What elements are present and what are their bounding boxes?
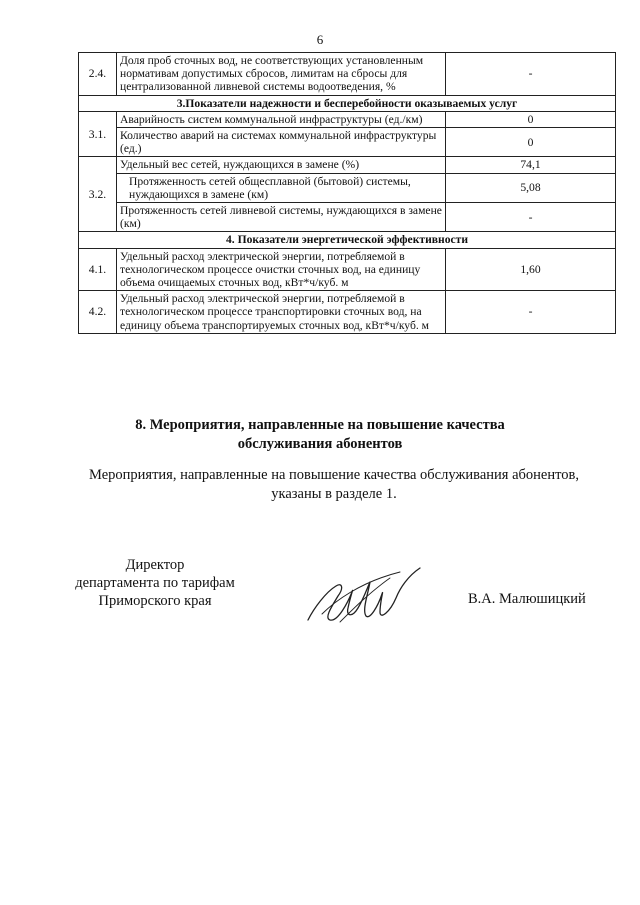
section-row [79,95,616,111]
section-row [79,232,616,248]
signatory-title-line: Директор [125,557,185,573]
table-row [79,248,616,291]
row-value: - [446,203,616,232]
row-number: 4.1. [79,248,117,291]
section-8-paragraph [60,466,608,504]
paragraph-line: указаны в разделе 1. [271,486,397,502]
section-title: 4. Показатели энергетической эффективности [79,232,616,248]
row-text: Протяженность сетей общесплавной (бытовой) системы, нуждающихся в замене (км) [117,173,446,202]
row-value: 1,60 [446,248,616,291]
row-value: - [446,53,616,96]
section-8-heading-line: 8. Мероприятия, направленные на повышение качества [135,417,505,433]
row-text: Количество аварий на системах коммунальной инфраструктуры (ед.) [117,128,446,157]
section-title: 3.Показатели надежности и бесперебойности оказываемых услуг [79,95,616,111]
table-row [79,53,616,96]
handwritten-signature [300,562,430,628]
table-row [79,157,616,173]
signatory-title-line: Приморского края [98,593,212,609]
table-row [79,203,616,232]
row-text: Удельный расход электрической энергии, потребляемой в технологическом процессе очистки сточных вод, на единицу объема очищаемых сточных вод, кВт*ч/куб. м [117,248,446,291]
row-number: 4.2. [79,291,117,334]
row-value: 0 [446,111,616,127]
row-text: Доля проб сточных вод, не соответствующих установленным нормативам допустимых сбросов, лимитам на сбросы для централизованной ливневой системы водоотведения, % [117,53,446,96]
row-value: 74,1 [446,157,616,173]
row-number: 2.4. [79,53,117,96]
section-8-heading-line: обслуживания абонентов [237,436,403,452]
row-text: Удельный вес сетей, нуждающихся в замене (%) [117,157,446,173]
table-row [79,291,616,334]
table-row [79,128,616,157]
row-value: 5,08 [446,173,616,202]
row-text: Протяженность сетей ливневой системы, нуждающихся в замене (км) [117,203,446,232]
table-row [79,173,616,202]
paragraph-line: Мероприятия, направленные на повышение качества обслуживания абонентов, [89,467,579,483]
table-row [79,111,616,127]
row-value: 0 [446,128,616,157]
row-number: 3.1. [79,111,117,157]
section-8-heading [0,416,640,454]
indicators-table [78,52,616,334]
row-value: - [446,291,616,334]
signatory-title [62,556,248,610]
signatory-name: В.А. Малюшицкий [468,591,586,607]
signatory-title-line: департамента по тарифам [75,575,235,591]
row-number: 3.2. [79,157,117,232]
row-text: Удельный расход электрической энергии, потребляемой в технологическом процессе транспортировки сточных вод, на единицу объема транспортируемых сточных вод, кВт*ч/куб. м [117,291,446,334]
page-number: 6 [316,32,324,47]
row-text: Аварийность систем коммунальной инфраструктуры (ед./км) [117,111,446,127]
